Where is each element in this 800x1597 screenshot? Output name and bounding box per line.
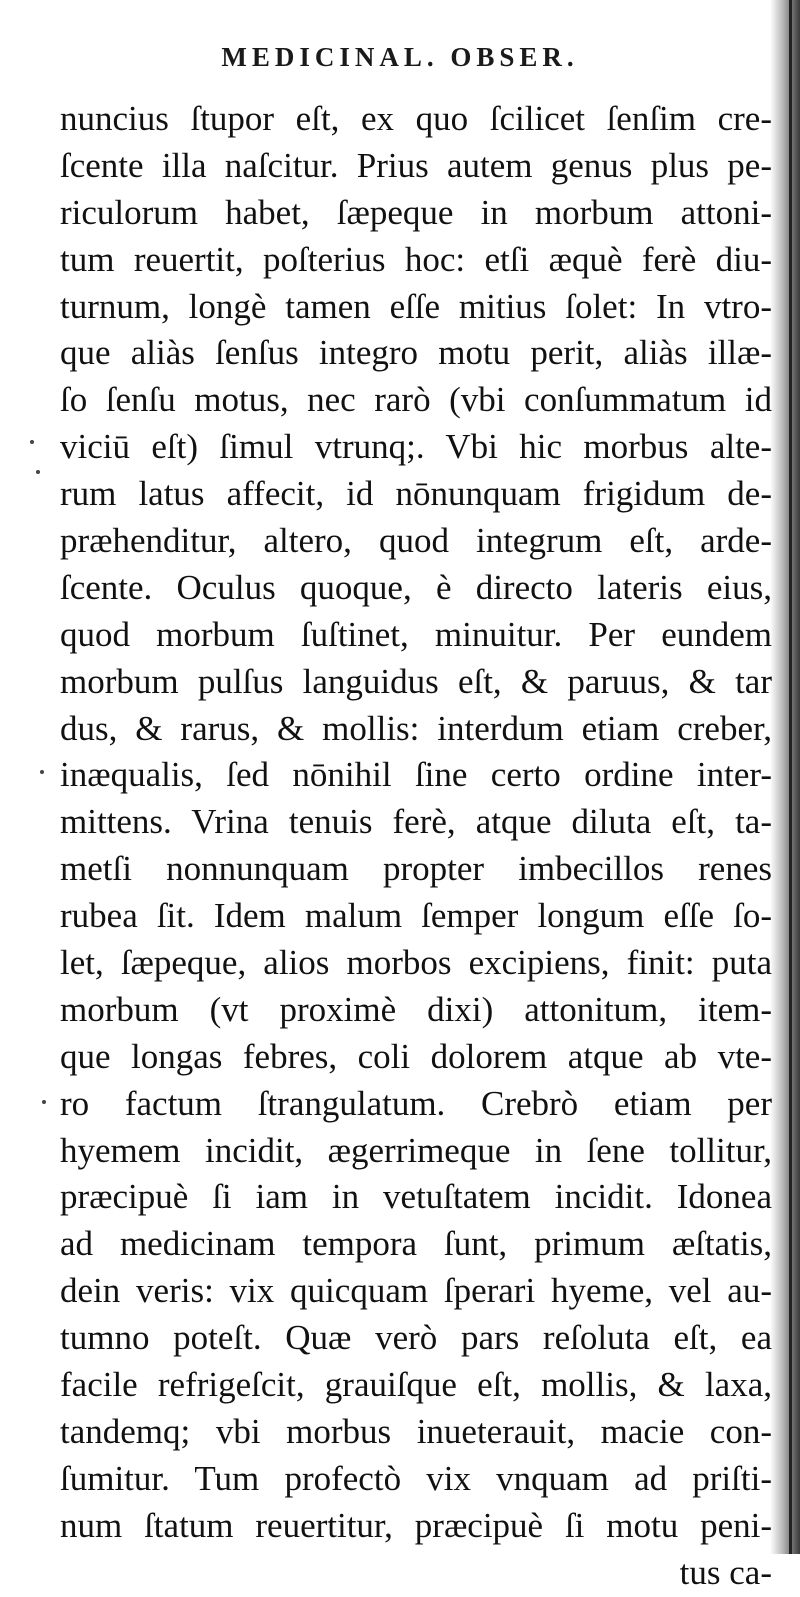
text-line: præhenditur, altero, quod integrum eſt, arde- — [60, 521, 772, 561]
text-line: tum reuertit, poſterius hoc: etſi æquè ferè diu- — [60, 239, 772, 279]
text-line: metſi nonnunquam propter imbecillos renes — [60, 849, 772, 889]
text-line: ro factum ſtrangulatum. Crebrò etiam per — [60, 1083, 772, 1123]
text-line: dus, & rarus, & mollis: interdum etiam creber, — [60, 708, 772, 748]
text-line: nuncius ſtupor eſt, ex quo ſcilicet ſenſim cre- — [60, 99, 772, 138]
text-line: let, ſæpeque, alios morbos excipiens, finit: puta — [60, 943, 772, 983]
text-line: que longas febres, coli dolorem atque ab vte- — [60, 1036, 772, 1076]
text-line: præcipuè ſi iam in vetuſtatem incidit. Idonea — [60, 1177, 772, 1217]
ink-speck — [40, 770, 44, 774]
text-line: tumno poteſt. Quæ verò pars reſoluta eſt, ea — [60, 1318, 772, 1358]
text-line: ſumitur. Tum profectò vix vnquam ad priſti- — [60, 1458, 772, 1498]
body-text — [60, 96, 772, 1597]
text-line: turnum, longè tamen eſſe mitius ſolet: In vtro- — [60, 286, 772, 326]
text-line: ſcente. Oculus quoque, è directo lateris eius, — [60, 567, 772, 607]
catchword: tus ca- — [679, 1552, 772, 1592]
text-line: rubea ſit. Idem malum ſemper longum eſſe ſo- — [60, 896, 772, 936]
ink-speck — [36, 470, 40, 474]
text-line: mittens. Vrina tenuis ferè, atque diluta eſt, ta- — [60, 802, 772, 842]
text-line: morbum (vt proximè dixi) attonitum, item- — [60, 989, 772, 1029]
text-line: morbum pulſus languidus eſt, & paruus, & tar — [60, 661, 772, 701]
text-line: hyemem incidit, ægerrimeque in ſene tollitur, — [60, 1130, 772, 1170]
text-line: rum latus affecit, id nōnunquam frigidum de- — [60, 474, 772, 514]
text-line: viciū eſt) ſimul vtrunq;. Vbi hic morbus alte- — [60, 427, 772, 467]
text-line: ſcente illa naſcitur. Prius autem genus plus pe- — [60, 145, 772, 185]
text-line: facile refrigeſcit, grauiſque eſt, mollis, & laxa, — [60, 1365, 772, 1405]
ink-speck — [30, 440, 34, 444]
text-line: inæqualis, ſed nōnihil ſine certo ordine inter- — [60, 755, 772, 795]
text-line: que aliàs ſenſus integro motu perit, aliàs illæ- — [60, 333, 772, 373]
text-line: ſo ſenſu motus, nec rarò (vbi conſummatum id — [60, 380, 772, 420]
text-line: dein veris: vix quicquam ſperari hyeme, vel au- — [60, 1271, 772, 1311]
bleed-through-text — [60, 1494, 390, 1534]
ink-speck — [42, 1100, 46, 1104]
binding-edge-line — [789, 0, 792, 1554]
text-line: ad medicinam tempora ſunt, primum æſtatis, — [60, 1224, 772, 1264]
page-edge-shadow — [770, 0, 800, 1554]
text-line: tandemq; vbi morbus inueterauit, macie con- — [60, 1411, 772, 1451]
text-line: num ſtatum reuertitur, præcipuè ſi motu peni- — [60, 1505, 772, 1545]
text-line: riculorum habet, ſæpeque in morbum attoni- — [60, 192, 772, 232]
text-line: quod morbum ſuſtinet, minuitur. Per eundem — [60, 614, 772, 654]
running-head: MEDICINAL. OBSER. — [221, 42, 579, 72]
